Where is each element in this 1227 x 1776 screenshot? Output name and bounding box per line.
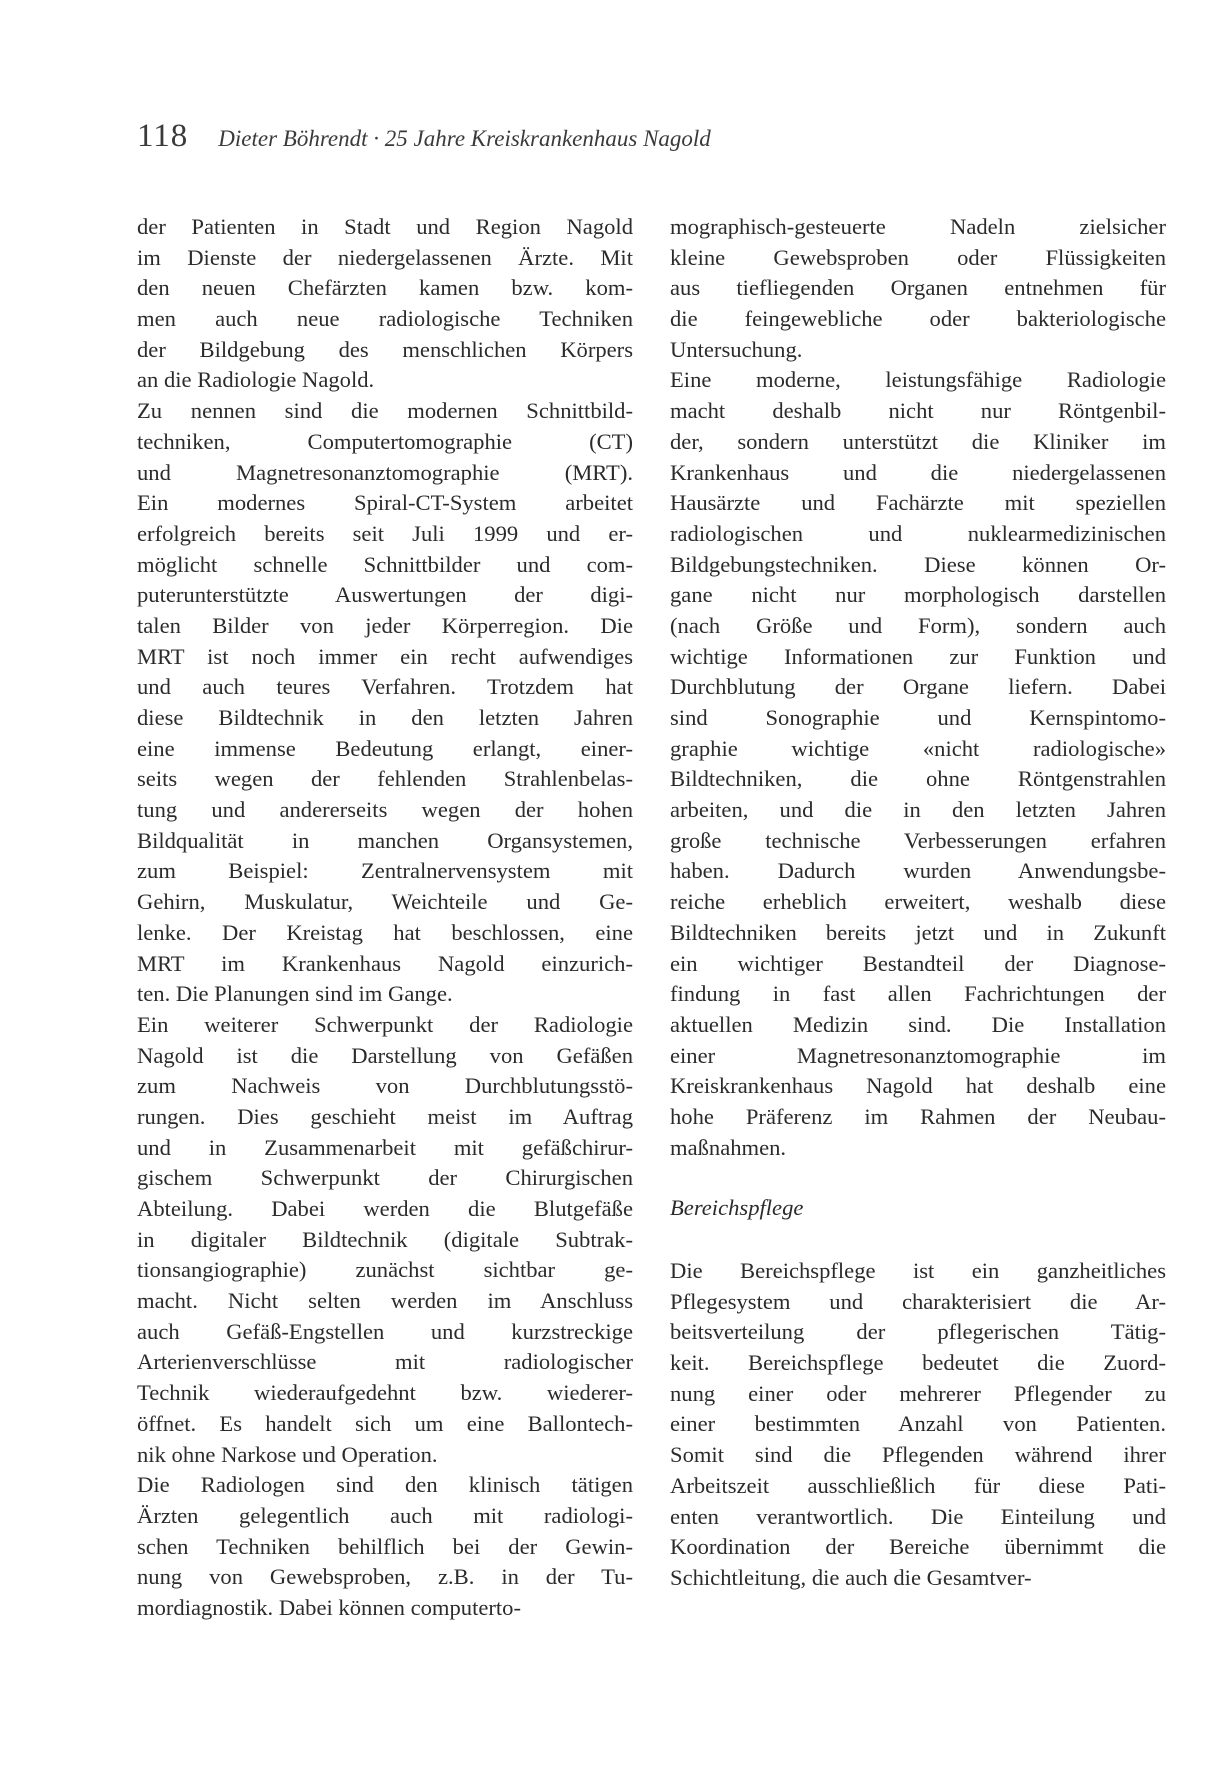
- text-line: Technik wiederaufgedehnt bzw. wiederer-: [137, 1380, 633, 1406]
- text-line: puterunterstützte Auswertungen der digi-: [137, 582, 633, 608]
- text-line: graphie wichtige «nicht radiologische»: [670, 735, 1166, 761]
- text-line: talen Bilder von jeder Körperregion. Die: [137, 612, 633, 638]
- text-line: keit. Bereichspflege bedeutet die Zuord-: [670, 1350, 1166, 1376]
- running-head: [137, 118, 711, 158]
- text-line: Zu nennen sind die modernen Schnittbild-: [137, 398, 633, 424]
- text-line: Bildtechniken, die ohne Röntgenstrahlen: [670, 766, 1166, 792]
- text-line: an die Radiologie Nagold.: [137, 367, 375, 393]
- text-line: aus tiefliegenden Organen entnehmen für: [670, 275, 1166, 301]
- text-line: ein wichtiger Bestandteil der Diagnose-: [670, 950, 1166, 976]
- text-line: techniken, Computertomographie (CT): [137, 428, 633, 454]
- text-line: gane nicht nur morphologisch darstellen: [670, 582, 1166, 608]
- right-column-body: [670, 212, 1166, 1163]
- text-line: diese Bildtechnik in den letzten Jahren: [137, 705, 633, 730]
- text-line: radiologischen und nuklearmedizinischen: [670, 520, 1166, 546]
- text-line: kleine Gewebsproben oder Flüssigkeiten: [670, 244, 1166, 270]
- text-line: Abteilung. Dabei werden die Blutgefäße: [137, 1196, 633, 1221]
- text-line: möglicht schnelle Schnittbilder und com-: [137, 551, 633, 577]
- text-line: reiche erheblich erweitert, weshalb diese: [670, 889, 1166, 915]
- text-line: seits wegen der fehlenden Strahlenbelas-: [137, 766, 633, 792]
- text-line: Koordination der Bereiche übernimmt die: [670, 1534, 1166, 1560]
- text-line: MRT im Krankenhaus Nagold einzurich-: [137, 950, 633, 976]
- running-title: Dieter Böhrendt · 25 Jahre Kreiskrankenhaus Nagold: [218, 126, 711, 151]
- text-line: maßnahmen.: [670, 1134, 787, 1160]
- text-line: Arbeitszeit ausschließlich für diese Pati-: [670, 1472, 1166, 1498]
- text-line: die feingewebliche oder bakteriologische: [670, 306, 1166, 332]
- text-line: nung von Gewebsproben, z.B. in der Tu-: [137, 1564, 633, 1590]
- text-line: einer Magnetresonanztomographie im: [670, 1042, 1166, 1068]
- text-line: gischem Schwerpunkt der Chirurgischen: [137, 1165, 633, 1191]
- text-line: beitsverteilung der pflegerischen Tätig-: [670, 1319, 1166, 1345]
- page-number: 118: [137, 118, 189, 154]
- text-line: Bildtechniken bereits jetzt und in Zukunft: [670, 919, 1166, 945]
- left-column: [137, 212, 633, 1624]
- text-line: ten. Die Planungen sind im Gange.: [137, 981, 453, 1007]
- text-line: Bildgebungstechniken. Diese können Or-: [670, 551, 1166, 577]
- text-line: Die Bereichspflege ist ein ganzheitliches: [670, 1258, 1166, 1283]
- text-line: in digitaler Bildtechnik (digitale Subtrak-: [137, 1226, 633, 1252]
- text-line: hohe Präferenz im Rahmen der Neubau-: [670, 1103, 1166, 1129]
- text-line: auch Gefäß-Engstellen und kurzstreckige: [137, 1318, 633, 1344]
- text-line: Hausärzte und Fachärzte mit speziellen: [670, 490, 1166, 516]
- section-heading: Bereichspflege: [670, 1195, 804, 1221]
- text-line: Ein weiterer Schwerpunkt der Radiologie: [137, 1011, 633, 1037]
- text-line: macht. Nicht selten werden im Anschluss: [137, 1288, 633, 1314]
- text-line: wichtige Informationen zur Funktion und: [670, 643, 1166, 669]
- text-line: Gehirn, Muskulatur, Weichteile und Ge-: [137, 889, 633, 915]
- text-line: Ärzten gelegentlich auch mit radiologi-: [137, 1502, 633, 1528]
- text-line: erfolgreich bereits seit Juli 1999 und er-: [137, 520, 633, 546]
- text-line: schen Techniken behilflich bei der Gewin-: [137, 1533, 633, 1559]
- text-line: mordiagnostik. Dabei können computerto-: [137, 1594, 522, 1620]
- text-line: und auch teures Verfahren. Trotzdem hat: [137, 674, 633, 700]
- text-line: einer bestimmten Anzahl von Patienten.: [670, 1411, 1166, 1437]
- text-line: aktuellen Medizin sind. Die Installation: [670, 1011, 1166, 1037]
- text-line: und Magnetresonanztomographie (MRT).: [137, 459, 633, 485]
- text-line: Untersuchung.: [670, 336, 803, 362]
- text-line: nung einer oder mehrerer Pflegender zu: [670, 1380, 1166, 1406]
- text-line: der Bildgebung des menschlichen Körpers: [137, 336, 633, 362]
- text-line: men auch neue radiologische Techniken: [137, 306, 633, 332]
- text-line: Nagold ist die Darstellung von Gefäßen: [137, 1042, 633, 1068]
- right-column: [670, 212, 1166, 1594]
- text-line: große technische Verbesserungen erfahren: [670, 827, 1166, 853]
- text-line: Arterienverschlüsse mit radiologischer: [137, 1349, 633, 1375]
- text-line: Eine moderne, leistungsfähige Radiologie: [670, 367, 1166, 393]
- text-line: Schichtleitung, die auch die Gesamtver-: [670, 1564, 1032, 1590]
- text-line: Durchblutung der Organe liefern. Dabei: [670, 674, 1166, 700]
- text-line: MRT ist noch immer ein recht aufwendiges: [137, 643, 633, 669]
- text-line: Krankenhaus und die niedergelassenen: [670, 459, 1166, 485]
- text-line: Die Radiologen sind den klinisch tätigen: [137, 1472, 633, 1498]
- right-column-section-body: [670, 1256, 1166, 1594]
- text-line: öffnet. Es handelt sich um eine Ballontech-: [137, 1410, 633, 1436]
- text-line: lenke. Der Kreistag hat beschlossen, eine: [137, 919, 633, 945]
- text-line: und in Zusammenarbeit mit gefäßchirur-: [137, 1134, 633, 1160]
- text-line: sind Sonographie und Kernspintomo-: [670, 705, 1166, 730]
- text-line: zum Beispiel: Zentralnervensystem mit: [137, 858, 633, 884]
- text-line: Kreiskrankenhaus Nagold hat deshalb eine: [670, 1073, 1166, 1099]
- text-line: arbeiten, und die in den letzten Jahren: [670, 797, 1166, 823]
- text-line: findung in fast allen Fachrichtungen der: [670, 981, 1166, 1007]
- text-line: Ein modernes Spiral-CT-System arbeitet: [137, 490, 633, 516]
- text-line: tung und andererseits wegen der hohen: [137, 797, 633, 823]
- text-line: enten verantwortlich. Die Einteilung und: [670, 1503, 1166, 1529]
- text-line: nik ohne Narkose und Operation.: [137, 1441, 438, 1467]
- text-line: der Patienten in Stadt und Region Nagold: [137, 214, 633, 239]
- text-line: eine immense Bedeutung erlangt, einer-: [137, 735, 633, 761]
- text-line: im Dienste der niedergelassenen Ärzte. Mit: [137, 244, 633, 270]
- text-line: mographisch-gesteuerte Nadeln zielsicher: [670, 214, 1166, 239]
- text-line: haben. Dadurch wurden Anwendungsbe-: [670, 858, 1166, 884]
- text-line: den neuen Chefärzten kamen bzw. kom-: [137, 275, 633, 301]
- text-line: der, sondern unterstützt die Kliniker im: [670, 428, 1166, 454]
- text-line: rungen. Dies geschieht meist im Auftrag: [137, 1103, 633, 1129]
- text-line: macht deshalb nicht nur Röntgenbil-: [670, 398, 1166, 424]
- text-line: Somit sind die Pflegenden während ihrer: [670, 1442, 1166, 1468]
- text-line: tionsangiographie) zunächst sichtbar ge-: [137, 1257, 633, 1283]
- text-line: Bildqualität in manchen Organsystemen,: [137, 827, 633, 853]
- text-line: zum Nachweis von Durchblutungsstö-: [137, 1073, 633, 1099]
- text-line: Pflegesystem und charakterisiert die Ar-: [670, 1288, 1166, 1314]
- text-line: (nach Größe und Form), sondern auch: [670, 612, 1166, 638]
